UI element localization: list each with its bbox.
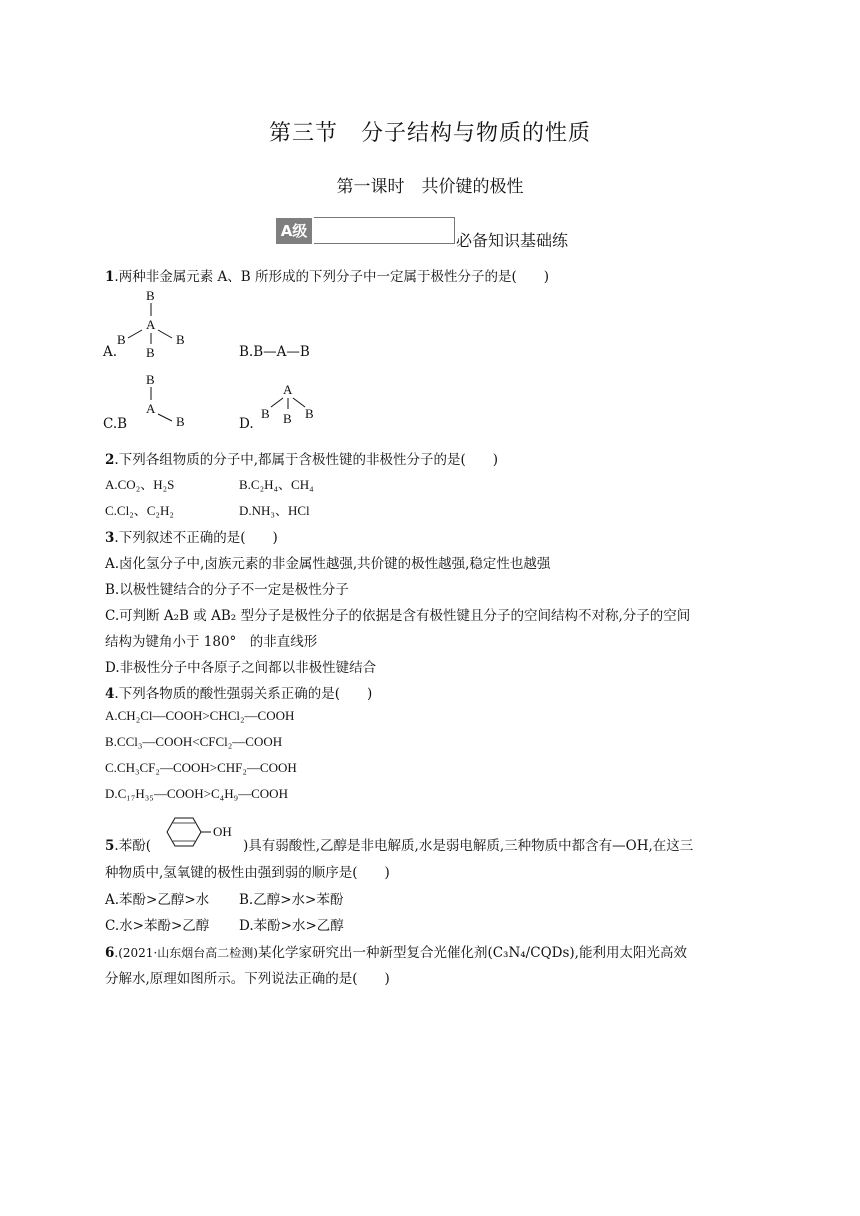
question-1-option-d: D.	[239, 416, 254, 432]
question-1-stem: 1.两种非金属元素 A、B 所形成的下列分子中一定属于极性分子的是( )	[105, 269, 549, 285]
question-4-option-a: A.CH₂Cl—COOH>CHCl₂—COOH	[105, 708, 295, 723]
question-1-option-a: A.	[103, 344, 118, 360]
hydroxyl-label: OH	[213, 824, 232, 839]
question-3-option-b: B.以极性键结合的分子不一定是极性分子	[105, 582, 349, 598]
atom-label: B	[146, 372, 155, 387]
level-badge: A级	[276, 218, 312, 244]
question-3-option-d: D.非极性分子中各原子之间都以非极性键结合	[105, 660, 377, 676]
lesson-subtitle: 第一课时 共价键的极性	[336, 177, 524, 197]
question-3-option-c: C.可判断 A₂B 或 AB₂ 型分子是极性分子的依据是含有极性键且分子的空间结构不对称,分子的空间	[105, 608, 691, 624]
question-5-option-a: A.苯酚>乙醇>水	[105, 892, 210, 908]
question-2-option-b: B.C₂H₄、CH₄	[239, 477, 314, 492]
molecule-diagram-d	[255, 378, 325, 428]
atom-label: A	[146, 401, 156, 416]
level-badge-box	[314, 217, 455, 244]
page-title: 第三节 分子结构与物质的性质	[268, 121, 591, 146]
phenol-structure-icon	[157, 812, 241, 852]
question-1-option-c: C.B	[103, 416, 128, 432]
question-2-stem: 2.下列各组物质的分子中,都属于含极性键的非极性分子的是( )	[105, 452, 499, 468]
question-4-option-d: D.C₁₇H₃₅—COOH>C₄H₉—COOH	[105, 786, 288, 801]
question-4-option-c: C.CH₃CF₂—COOH>CHF₂—COOH	[105, 760, 297, 775]
atom-label: B	[117, 332, 126, 347]
question-4-option-b: B.CCl₃—COOH<CFCl₂—COOH	[105, 734, 283, 749]
question-3-stem: 3.下列叙述不正确的是( )	[105, 530, 278, 546]
question-5-stem-end: )具有弱酸性,乙醇是非电解质,水是弱电解质,三种物质中都含有—OH,在这三	[243, 838, 694, 854]
question-6-stem-continued: 分解水,原理如图所示。下列说法正确的是( )	[105, 971, 390, 987]
section-label: 必备知识基础练	[456, 231, 569, 250]
question-5-stem-start: 5.苯酚(	[105, 838, 151, 854]
atom-label: B	[176, 414, 185, 429]
question-2-option-d: D.NH₃、HCl	[239, 503, 310, 518]
question-5-stem-continued: 种物质中,氢氧键的极性由强到弱的顺序是( )	[105, 865, 390, 881]
question-2-option-a: A.CO₂、H₂S	[105, 477, 175, 492]
atom-label: B	[283, 411, 292, 426]
question-5-option-b: B.乙醇>水>苯酚	[239, 892, 344, 908]
molecule-diagram-a	[104, 286, 214, 361]
question-2-option-c: C.Cl₂、C₂H₂	[105, 503, 174, 518]
atom-label: A	[146, 317, 156, 332]
question-4-stem: 4.下列各物质的酸性强弱关系正确的是( )	[105, 686, 373, 702]
question-5-option-c: C.水>苯酚>乙醇	[105, 918, 210, 934]
atom-label: B	[146, 288, 155, 303]
question-1-option-b: B.B—A—B	[239, 344, 310, 360]
atom-label: A	[283, 382, 293, 397]
question-3-option-c-continued: 结构为键角小于 180° 的非直线形	[105, 634, 318, 650]
question-6-stem: 6.(2021·山东烟台高二检测)某化学家研究出一种新型复合光催化剂(C₃N₄/CQDs),能利用太阳光高效	[105, 945, 687, 961]
atom-label: B	[261, 406, 270, 421]
question-5-option-d: D.苯酚>水>乙醇	[239, 918, 344, 934]
atom-label: B	[176, 332, 185, 347]
atom-label: B	[146, 345, 155, 360]
question-3-option-a: A.卤化氢分子中,卤族元素的非金属性越强,共价键的极性越强,稳定性也越强	[105, 556, 551, 572]
atom-label: B	[305, 406, 314, 421]
